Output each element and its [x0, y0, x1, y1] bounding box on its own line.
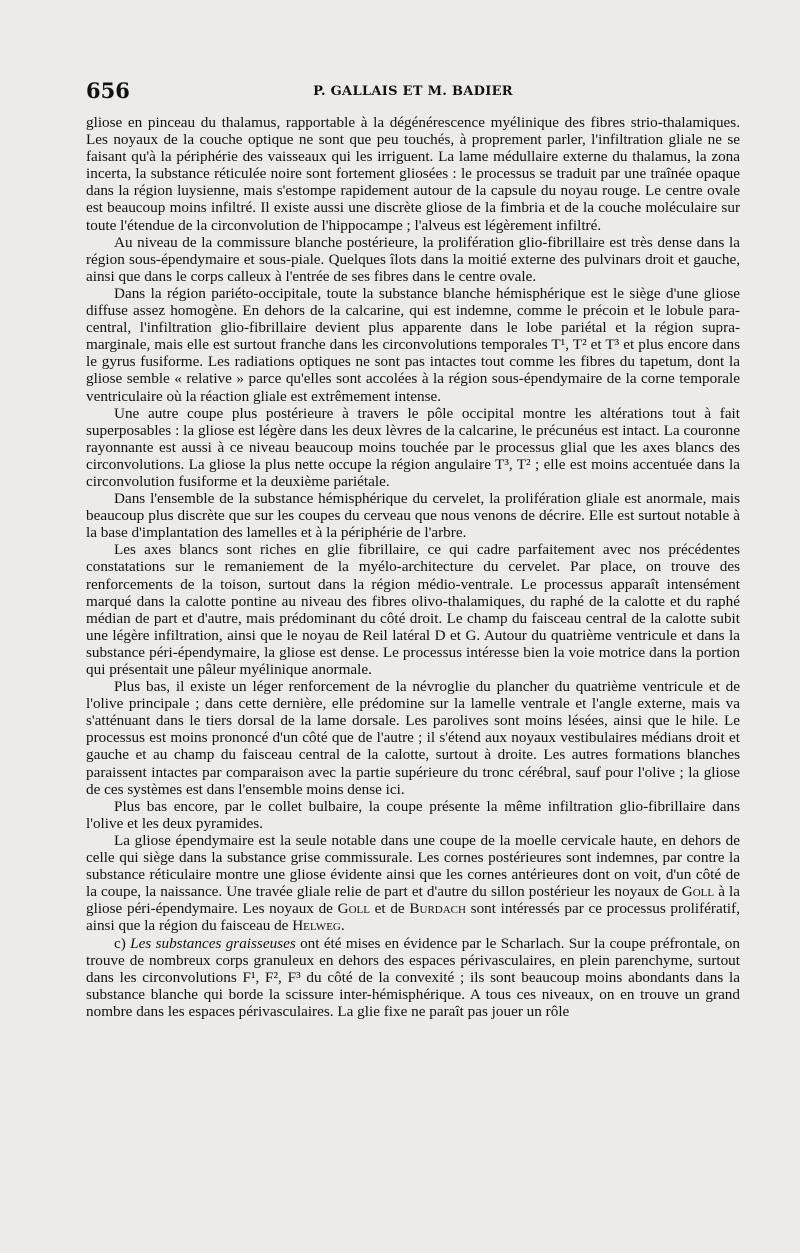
text-segment: Goll	[337, 900, 370, 918]
body-text	[86, 114, 740, 1020]
paragraph-p1	[86, 114, 740, 234]
text-segment: ont été mises en évidence par le Scharlach. Sur la coupe préfrontale, on trouve de nombreux corps granuleux en dehors des espaces périvasculaires, en plein parenchyme, surtout dans les circonvolutions F¹, F², F³ du côté de la convexité ; ils sont beaucoup moins abondants dans la substance blanche qui borde la scissure inter-hémisphérique. A tous ces niveaux, on en trouve un grand nombre dans les espaces périvasculaires. La glie fixe ne paraît pas jouer un rôle	[86, 934, 740, 1020]
text-segment: Helweg	[292, 917, 341, 935]
text-segment: gliose en pinceau du thalamus, rapportable à la dégénérescence myélinique des fibres strio-thalamiques. Les noyaux de la couche optique ne sont que peu touchés, à proprement parler, l'infiltration gliale ne se faisant qu'à la périphérie des vaisseaux qui les irriguent. La lame médullaire externe du thalamus, la zona incerta, la substance réticulée noire sont fortement gliosées : le processus se traduit par une traînée opaque dans la région luysienne, mais s'estompe rapidement autour de la capsule du noyau rouge. Le centre ovale est beaucoup moins infiltré. Il existe aussi une discrète gliose de la fimbria et de la couche moléculaire sur toute l'étendue de la circonvolution de l'hippocampe ; l'alveus est légèrement infiltré.	[86, 114, 740, 234]
text-segment: Une autre coupe plus postérieure à travers le pôle occipital montre les altérations tout à fait superposables : la gliose est légère dans les deux lèvres de la calcarine, le précunéus est intact. La couronne rayonnante est aussi à ce niveau beaucoup moins touchée par le processus glial que les axes blancs des circonvolutions. La gliose la plus nette occupe la région angulaire T³, T² ; elle est moins accentuée dans la circonvolution fusiforme et la deuxième pariétale.	[86, 404, 740, 490]
text-segment: .	[340, 917, 345, 935]
text-segment: Burdach	[409, 900, 466, 918]
text-segment: Goll	[681, 883, 715, 901]
paragraph-p9	[86, 832, 740, 935]
text-segment: La gliose épendymaire est la seule notable dans une coupe de la moelle cervicale haute, en dehors de celle qui siège dans la substance grise commissurale. Les cornes postérieures sont indemnes, par contre la substance réticulaire montre une gliose évidente ainsi que les cornes antérieures dont on voit, d'un côté de la coupe, la naissance. Une travée gliale relie de part et d'autre du sillon postérieur les noyaux de	[86, 831, 740, 901]
text-segment: Les axes blancs sont riches en glie fibrillaire, ce qui cadre parfaitement avec nos précédentes constatations sur le remaniement de la myélo-architecture du cervelet. Par place, on trouve des renforcements de la toison, surtout dans la région médio-ventrale. Le processus apparaît intensément marqué dans la calotte pontine au niveau des fibres olivo-thalamiques, du raphé de la calotte et du raphé médian de part et d'autre, mais prédominant du côté droit. Le champ du faisceau central de la calotte subit une légère infiltration, ainsi que le noyau de Reil latéral D et G. Autour du quatrième ventricule et dans la substance péri-épendymaire, la gliose est dense. Le processus intéresse bien la voie motrice dans la portion qui présentait une pâleur myélinique anormale.	[86, 541, 740, 678]
paragraph-p2	[86, 234, 740, 285]
text-segment: c)	[114, 934, 131, 952]
paragraph-p3	[86, 285, 740, 405]
text-segment: Dans la région pariéto-occipitale, toute la substance blanche hémisphérique est le siège d'une gliose diffuse assez homogène. En dehors de la calcarine, qui est indemne, comme le précoin et le lobule para-central, l'infiltration glio-fibrillaire devient plus apparente dans le lobe pariétal et la région supra-marginale, mais elle est surtout franche dans les circonvolutions temporales T¹, T² et T³ et plus encore dans le gyrus fusiforme. Les radiations optiques ne sont pas intactes tout comme les fibres du tapetum, dont la gliose semble « relative » parce qu'elles sont accolées à la région sous-épendymaire de la corne temporale ventriculaire où la réaction gliale est extrêmement intense.	[86, 284, 740, 405]
running-head: P. GALLAIS ET M. BADIER	[313, 84, 513, 99]
text-segment: et de	[369, 900, 410, 918]
paragraph-p10	[86, 935, 740, 1020]
text-segment: Au niveau de la commissure blanche postérieure, la prolifération glio-fibrillaire est très dense dans la région sous-épendymaire et sous-piale. Quelques îlots dans la moitié externe des pulvinars droit et gauche, ainsi que dans le corps calleux à l'entrée de ses fibres dans le centre ovale.	[86, 233, 740, 285]
text-segment: sont intéressés par ce processus prolifératif, ainsi que la région du faisceau de	[86, 900, 740, 935]
text-segment: à la gliose péri-épendymaire. Les noyaux de	[86, 883, 740, 918]
paragraph-p5	[86, 490, 740, 541]
paragraph-p6	[86, 541, 740, 678]
text-segment: Les substances graisseuses	[130, 934, 296, 952]
paragraph-p7	[86, 678, 740, 798]
paragraph-p8	[86, 798, 740, 832]
paragraph-p4	[86, 405, 740, 490]
text-segment: Plus bas encore, par le collet bulbaire, la coupe présente la même infiltration glio-fibrillaire dans l'olive et les deux pyramides.	[86, 797, 740, 832]
page-number: 656	[86, 78, 130, 103]
text-segment: Plus bas, il existe un léger renforcement de la névroglie du plancher du quatrième ventricule et de l'olive principale ; dans cette dernière, elle prédomine sur la lamelle ventrale et l'angle externe, mais va s'atténuant dans le tiers dorsal de la lame dorsale. Les parolives sont moins lésées, ainsi que le hile. Le processus est moins prononcé d'un côté que de l'autre ; il s'étend aux noyaux vestibulaires médians droit et gauche et au champ du faisceau central de la calotte, surtout à droite. Les autres formations blanches paraissent intactes par comparaison avec la partie supérieure du tronc cérébral, sauf pour l'olive ; la gliose de ces systèmes est dans l'ensemble moins dense ici.	[86, 678, 740, 798]
text-segment: Dans l'ensemble de la substance hémisphérique du cervelet, la prolifération gliale est anormale, mais beaucoup plus discrète que sur les coupes du cerveau que nous venons de décrire. Elle est surtout notable à la base d'implantation des lamelles et à la périphérie de l'arbre.	[86, 490, 740, 542]
page-header	[86, 78, 740, 114]
